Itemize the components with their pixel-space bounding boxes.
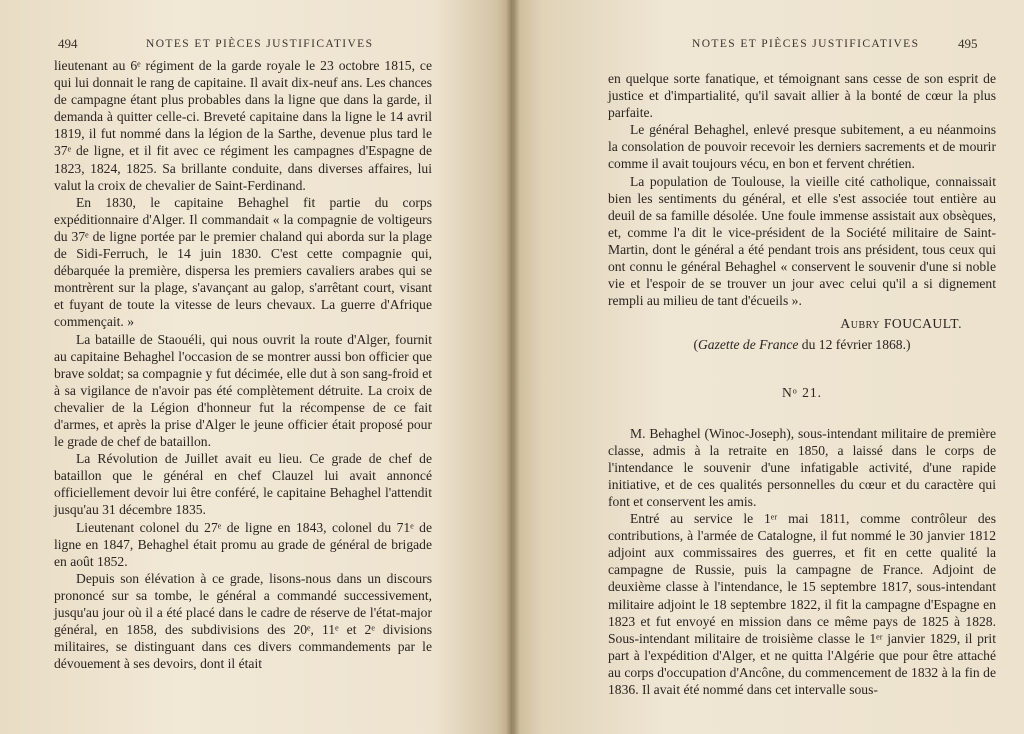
paragraph: En 1830, le capitaine Behaghel fit partie du corps expéditionnaire d'Alger. Il commandait « la compagnie de voltigeurs du 37ᵉ de ligne portée par le premier chaland qui aborda sur la plage de Sidi-Ferruch, le 14 juin 1830. C'est cette compagnie qui, débarquée la première, dispersa les premiers cavaliers arabes qui se montrèrent sur la plage, s'avançant au galop, s'arrêtant court, visant et fuyant de toute la vitesse de leurs chevaux. La guerre d'Afrique commençait. »: [54, 194, 432, 330]
page-number-left: 494: [58, 36, 78, 51]
paragraph: M. Behaghel (Winoc-Joseph), sous-intendant militaire de première classe, admis à la retraite en 1850, a laissé dans le corps de l'intendance le souvenir d'une infatigable activité, d'une rapide initiative, et de ces qualités personnelles du cœur et du caractère qui font et conservent les amis.: [608, 425, 996, 509]
page-number-right: 495: [958, 36, 978, 51]
paragraph: La population de Toulouse, la vieille cité catholique, connaissait bien les sentiments du général, et elle s'est associée tout entière au deuil de sa famille désolée. Une foule immense assistait aux obsèques, et, comme l'a dit le vice-président de la Société militaire de Saint-Martin, dont le général a été pendant trois ans président, tous ceux qui ont connu le général Behaghel « conservent le souvenir d'une si noble vie et l'espoir de se trouver un jour avec celui qu'il a si dignement rempli au milieu de tant d'écueils ».: [608, 173, 996, 309]
section-number: Nᵒ 21.: [781, 384, 823, 400]
signature: Aubry FOUCAULT.: [840, 316, 962, 332]
source-title: Gazette de France: [697, 337, 799, 353]
paragraph: La Révolution de Juillet avait eu lieu. Ce grade de chef de bataillon que le général en chef Clauzel lui avait annoncé officiellement devoir lui être conféré, le capitaine Behaghel l'attendit jusqu'au 31 décembre 1835.: [54, 451, 432, 518]
paragraph: La bataille de Staouéli, qui nous ouvrit la route d'Alger, fournit au capitaine Behaghel l'occasion de se montrer aussi bon officier que brave soldat; sa compagnie y fut décimée, elle dut à son sang-froid et à sa vigilance de n'avoir pas été complètement détruite. La croix de chevalier de la Légion d'honneur fut la récompense de ce fait d'armes, et après la prise d'Alger le jeune officier était proposé pour le grade de chef de bataillon.: [54, 331, 432, 450]
paragraph: lieutenant au 6ᵉ régiment de la garde royale le 23 octobre 1815, ce qui lui donnait le rang de capitaine. Il avait dix-neuf ans. Les chances de campagne étant plus probables dans la ligne que dans la garde, il demanda à quitter celle-ci. Breveté capitaine dans la ligne le 14 avril 1819, il fut nommé dans la légion de la Sarthe, devenue plus tard le 37ᵉ de ligne, et il fit avec ce régiment les campagnes d'Espagne de 1823, 1824, 1825. Sa brillante conduite, dans diverses affaires, lui valut la croix de chevalier de Saint-Ferdinand.: [54, 58, 432, 193]
paragraph: Depuis son élévation à ce grade, lisons-nous dans un discours prononcé sur sa tombe, le général a commandé successivement, jusqu'au jour où il a été placé dans le cadre de réserve de l'état-major général, en 1858, des subdivisions des 20ᵉ, 11ᵉ et 2ᵉ divisions militaires, se distinguant dans ces divers commandements par le dévouement à ses devoirs, dont il était: [54, 570, 432, 672]
right-page-text: [608, 70, 996, 698]
left-page-text: [54, 57, 432, 672]
source-citation: (Gazette de France du 12 février 1868.): [693, 337, 911, 353]
running-head-right: NOTES ET PIÈCES JUSTIFICATIVES: [692, 38, 920, 50]
paragraph: en quelque sorte fanatique, et témoignant sans cesse de son esprit de justice et d'impartialité, qu'il savait allier à la bonté de cœur la plus parfaite.: [608, 71, 996, 121]
source-date: du 12 février 1868.: [798, 337, 906, 353]
running-head-left: NOTES ET PIÈCES JUSTIFICATIVES: [146, 38, 374, 50]
book-gutter: [506, 0, 520, 734]
paragraph: Le général Behaghel, enlevé presque subitement, a eu néanmoins la consolation de pouvoir recevoir les derniers sacrements et de mourir comme il avait toujours vécu, en bon et fervent chrétien.: [608, 122, 996, 172]
paragraph: Entré au service le 1ᵉʳ mai 1811, comme contrôleur des contributions, à l'armée de Catalogne, il fut nommé le 30 janvier 1812 adjoint aux commissaires des guerres, et fit en cette qualité la campagne de Russie, puis la campagne de France. Adjoint de deuxième classe à l'intendance, le 15 septembre 1817, sous-intendant militaire adjoint le 18 septembre 1822, il fit la campagne d'Espagne en 1823 et fut envoyé en mission dans ce même pays de 1825 à 1828. Sous-intendant militaire de troisième classe le 1ᵉʳ janvier 1829, il prit part à l'expédition d'Alger, et ne quitta l'Algérie que pour être attaché au corps d'occupation d'Ancône, du commencement de 1832 à la fin de 1836. Il avait été nommé dans cet intervalle sous-: [608, 511, 996, 697]
right-page: [512, 0, 1024, 734]
paragraph: Lieutenant colonel du 27ᵉ de ligne en 1843, colonel du 71ᵉ de ligne en 1847, Behaghel était promu au grade de général de brigade en août 1852.: [54, 519, 432, 569]
